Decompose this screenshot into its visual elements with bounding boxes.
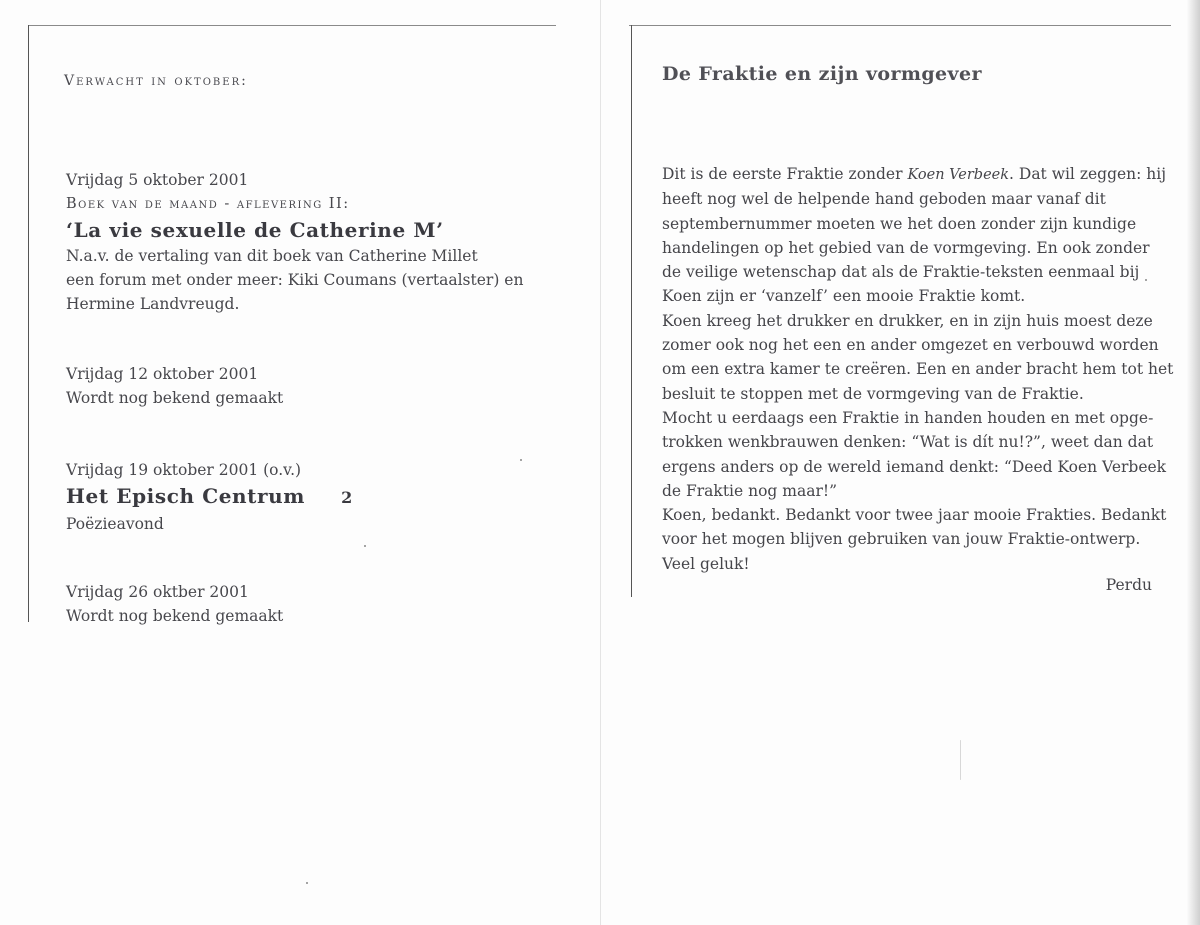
article-line: de Fraktie nog maar!” [662,481,838,500]
scan-speck [306,882,308,884]
scan-speck [960,740,961,780]
page-edge-shadow [1186,0,1200,925]
article-line: voor het mogen blijven gebruiken van jouw Fraktie-ontwerp. [662,530,1141,549]
event-3 [66,458,353,536]
article-line: besluit te stoppen met de vormgeving van de Fraktie. [662,384,1084,403]
event-date: Vrijdag 5 oktober 2001 [66,171,249,189]
event-title: ‘La vie sexuelle de Catherine M’ [66,218,444,242]
article-line: septembernummer moeten we het doen zonder zijn kundige [662,214,1137,233]
article-signature: Perdu [1105,576,1152,594]
event-date: Vrijdag 19 oktober 2001 (o.v.) [66,461,302,479]
page-heading: Verwacht in oktober: [64,73,248,89]
article-line: de veilige wetenschap dat als de Fraktie-teksten eenmaal bij [662,263,1140,282]
designer-name: Koen Verbeek [907,167,1010,183]
article-line: Mocht u eerdaags een Fraktie in handen houden en met opge- [662,408,1154,427]
article-line: trokken wenkbrauwen denken: “Wat is dít nu!?”, weet dan dat [662,433,1154,452]
article-line: Koen kreeg het drukker en drukker, en in zijn huis moest deze [662,311,1153,330]
event-1 [66,168,523,316]
event-description-line: Wordt nog bekend gemaakt [66,607,284,625]
article-line: Koen zijn er ‘vanzelf’ een mooie Fraktie komt. [662,287,1026,306]
event-2 [66,362,283,410]
event-date: Vrijdag 12 oktober 2001 [66,365,259,383]
article-title: De Fraktie en zijn vormgever [662,63,982,85]
event-description-line: Poëzieavond [66,515,164,533]
event-4 [66,580,283,628]
article-body [662,162,1174,576]
article-line: om een extra kamer te creëren. Een en ander bracht hem tot het [662,360,1174,379]
event-title: Het Episch Centrum 2 [66,482,353,512]
event-date: Vrijdag 26 oktber 2001 [66,583,249,601]
article-line: ergens anders op de wereld iemand denkt: “Deed Koen Verbeek [662,457,1167,476]
scan-speck [1145,279,1147,281]
article-line: handelingen op het gebied van de vormgeving. En ook zonder [662,238,1150,257]
article-line: Dit is de eerste Fraktie zonder Koen Verbeek. Dat wil zeggen: hij [662,165,1167,183]
left-frame-top-rule [28,25,556,26]
event-description-line: Hermine Landvreugd. [66,295,240,313]
event-description-line: N.a.v. de vertaling van dit boek van Catherine Millet [66,247,478,265]
article-line: zomer ook nog het een en ander omgezet en verbouwd worden [662,336,1159,355]
event-series: Boek van de maand - aflevering II: [66,196,350,212]
scan-speck [364,545,366,547]
left-frame-side-rule [28,25,29,622]
article-line: Koen, bedankt. Bedankt voor twee jaar mooie Frakties. Bedankt [662,506,1167,525]
article-line: Veel geluk! [662,554,750,573]
right-frame-side-rule [631,25,632,597]
article-line: heeft nog wel de helpende hand geboden maar vanaf dit [662,190,1106,209]
event-description-line: Wordt nog bekend gemaakt [66,389,284,407]
right-frame-top-rule [629,25,1171,26]
event-description-line: een forum met onder meer: Kiki Coumans (vertaalster) en [66,271,524,289]
scan-speck [520,459,522,461]
event-title-number: 2 [341,488,353,507]
